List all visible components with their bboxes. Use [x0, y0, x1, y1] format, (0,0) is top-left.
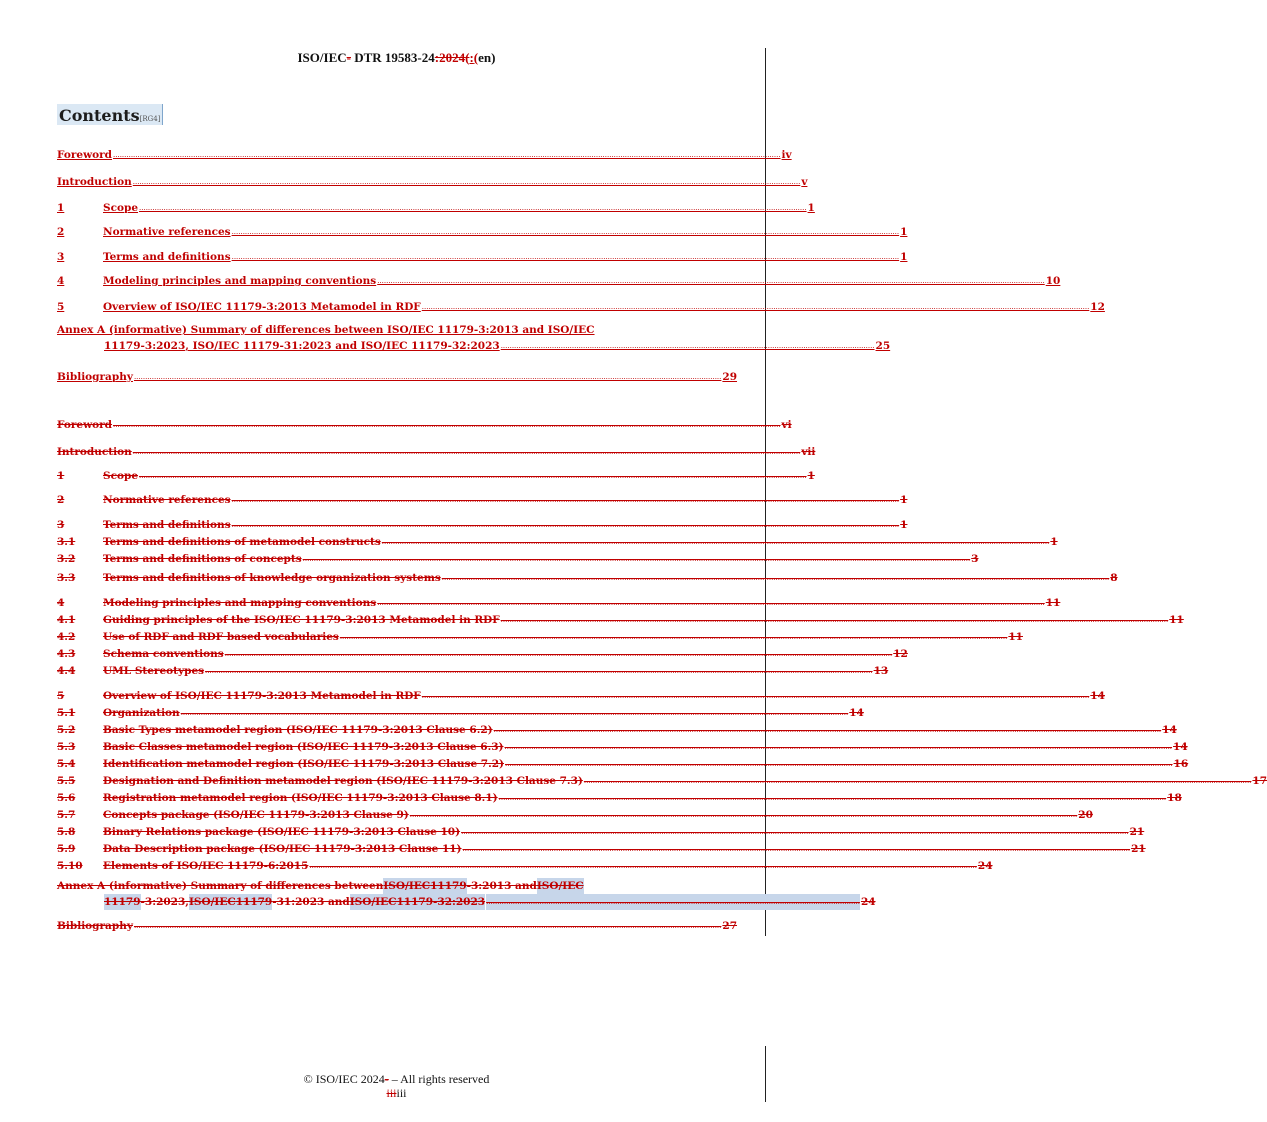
toc-entry[interactable] [57, 857, 993, 873]
page-footer [0, 1072, 793, 1100]
toc-page: 1 [900, 251, 908, 263]
toc-number: 1 [57, 202, 65, 214]
toc-page: 1 [900, 226, 908, 238]
toc-entry[interactable] [57, 806, 1093, 822]
toc-number: 5.9 [57, 843, 76, 855]
toc-title: Basic Classes metamodel region (ISO/IEC 11179-3:2013 Clause 6.3) [103, 741, 504, 753]
footer-deleted-hyphen: - [384, 1072, 389, 1086]
toc-title: UML Stereotypes [103, 665, 205, 677]
toc-entry[interactable] [57, 146, 792, 162]
toc-title: Modeling principles and mapping conventions [103, 275, 377, 287]
toc-entry[interactable] [57, 272, 1061, 288]
toc-leader-dots: ........................................................................................................................................................................................................................................................................ [133, 922, 722, 930]
toc-number: 5.4 [57, 758, 76, 770]
toc-number: 1 [57, 470, 65, 482]
toc-number: 4 [57, 597, 65, 609]
toc-page: 14 [849, 707, 864, 719]
toc-entry[interactable] [57, 738, 1188, 754]
toc-number: 5 [57, 690, 65, 702]
toc-entry[interactable] [57, 199, 815, 215]
toc-page: 11 [1008, 631, 1023, 643]
toc-number: 2 [57, 226, 65, 238]
annex-old-page: 24 [860, 896, 876, 908]
annex-old-highlight: 11179 [235, 896, 273, 908]
annex-old-highlight: ISO/IEC [188, 896, 236, 908]
toc-leader-dots: ............................................................................................................................................................................................................................................................................................................ [132, 178, 801, 186]
toc-title: Overview of ISO/IEC 11179-3:2013 Metamodel in RDF [103, 301, 421, 313]
toc-entry[interactable] [57, 416, 792, 432]
annex-title-line2: 11179-3:2023, ISO/IEC 11179-31:2023 and ISO/IEC 11179-32:2023 [104, 340, 500, 352]
annex-old-text: -31:2023 and [272, 896, 350, 908]
toc-page: 20 [1078, 809, 1093, 821]
header-deleted-hyphen: - [346, 50, 351, 65]
toc-leader-dots: ............................................................................................................................................................................................................................................................................................................ [339, 633, 1008, 641]
toc-number: 3 [57, 251, 65, 263]
toc-leader-dots: ............................................................................................................................................................................................................................................................................................................ [500, 616, 1169, 624]
toc-title: Overview of ISO/IEC 11179-3:2013 Metamodel in RDF [103, 690, 421, 702]
toc-entry[interactable] [57, 223, 908, 239]
footer-copyright: © ISO/IEC 2024 [303, 1072, 385, 1086]
toc-page: 8 [1110, 572, 1118, 584]
toc-entry[interactable] [57, 569, 1118, 585]
toc-leader-dots: ............................................................................................................................................................................................................................................................................................................ [421, 303, 1090, 311]
toc-leader-dots: ............................................................................................................................................................................................................................................................................................................ [421, 692, 1090, 700]
toc-entry[interactable] [57, 662, 889, 678]
header-doc-prefix: ISO/IEC [297, 50, 347, 65]
toc-leader-dots: ............................................................................................................................................................................................................................................................................................................ [377, 599, 1045, 607]
toc-page: vi [781, 419, 792, 431]
toc-entry[interactable] [57, 443, 816, 459]
toc-title: Data Description package (ISO/IEC 11179-3:2013 Clause 11) [103, 843, 462, 855]
contents-heading [57, 104, 163, 125]
toc-entry[interactable] [57, 491, 908, 507]
toc-entry[interactable] [57, 704, 864, 720]
toc-title: Terms and definitions of concepts [103, 553, 302, 565]
toc-number: 3 [57, 519, 65, 531]
toc-title: Terms and definitions of knowledge organization systems [103, 572, 441, 584]
toc-entry[interactable] [57, 789, 1182, 805]
header-doc-number: DTR 19583-24 [350, 50, 435, 65]
annex-old-highlight: ISO/IEC [536, 880, 584, 892]
toc-entry[interactable] [57, 823, 1145, 839]
toc-entry[interactable] [57, 755, 1189, 771]
toc-bibliography-inserted[interactable] [57, 368, 738, 384]
toc-entry[interactable] [57, 721, 1177, 737]
annex-page: 25 [875, 340, 891, 352]
toc-entry[interactable] [57, 840, 1146, 856]
toc-number: 5.5 [57, 775, 76, 787]
toc-title: Binary Relations package (ISO/IEC 11179-3:2013 Clause 10) [103, 826, 461, 838]
toc-leader-dots: ............................................................................................................................................................................................................................................................................................................ [309, 862, 977, 870]
toc-page: 1 [1050, 536, 1058, 548]
toc-page: 1 [900, 494, 908, 506]
toc-leader-dots: ............................................................................................................................................................................................................................................................................................................ [231, 253, 900, 261]
toc-entry[interactable] [57, 550, 979, 566]
toc-entry[interactable] [57, 533, 1058, 549]
annex-old-highlight: 11179 [430, 880, 467, 892]
header-language: en) [478, 50, 496, 65]
footer-page-old: iii [386, 1086, 397, 1100]
toc-entry[interactable] [57, 467, 815, 483]
toc-title: Introduction [57, 176, 132, 188]
toc-leader-dots: ............................................................................................................................................................................................................................................................................................................ [113, 151, 781, 159]
toc-number: 4.1 [57, 614, 76, 626]
toc-bibliography-deleted[interactable] [57, 917, 738, 933]
toc-leader-dots: ............................................................................................................................................................................................................................................................................................................ [139, 472, 807, 480]
toc-leader-dots: ............................................................................................................................................................................................................................................................................................................ [377, 277, 1045, 285]
toc-page: 1 [807, 470, 815, 482]
toc-number: 5.10 [57, 860, 83, 872]
header-inserted-paren: ( [473, 50, 479, 65]
toc-leader-dots: ............................................................................................................................................................................................................................................................................................................ [583, 777, 1252, 785]
toc-number: 5.7 [57, 809, 76, 821]
toc-page: 13 [873, 665, 889, 677]
toc-title: Introduction [57, 446, 132, 458]
toc-leader-dots: ............................................................................................................................................................................................................................................................................................................ [498, 794, 1167, 802]
header-deleted-year: :2024 [434, 50, 466, 65]
toc-leader-dots: ............................................................................................................................................................................................................................................................................................................ [493, 726, 1162, 734]
toc-leader-dots: ............................................................................................................................................................................................................................................................................................................ [504, 743, 1173, 751]
toc-title: Identification metamodel region (ISO/IEC 11179-3:2013 Clause 7.2) [103, 758, 505, 770]
toc-page: 14 [1162, 724, 1177, 736]
toc-page: iv [781, 149, 792, 161]
toc-page: 29 [722, 371, 738, 383]
toc-title: Registration metamodel region (ISO/IEC 11179-3:2013 Clause 8.1) [103, 792, 498, 804]
toc-number: 5.8 [57, 826, 76, 838]
annex-old-text: -3:2023, [140, 896, 189, 908]
toc-number: 4 [57, 275, 65, 287]
toc-number: 3.1 [57, 536, 76, 548]
annex-old-highlight: 11179 [104, 896, 141, 908]
toc-title: Use of RDF and RDF based vocabularies [103, 631, 339, 643]
toc-entry[interactable] [57, 173, 808, 189]
toc-page: 16 [1173, 758, 1189, 770]
toc-leader-dots: ........................................................................................................................................................................ [500, 342, 875, 350]
toc-number: 5.3 [57, 741, 76, 753]
toc-page: 11 [1045, 597, 1061, 609]
toc-leader-dots: ........................................................................................................................................................................ [486, 894, 860, 910]
toc-number: 4.3 [57, 648, 76, 660]
toc-page: 1 [900, 519, 908, 531]
toc-leader-dots: ............................................................................................................................................................................................................................................................................................................ [205, 667, 873, 675]
toc-page: 24 [977, 860, 993, 872]
toc-number: 3.2 [57, 553, 76, 565]
toc-title: Concepts package (ISO/IEC 11179-3:2013 Clause 9) [103, 809, 409, 821]
toc-leader-dots: ............................................................................................................................................................................................................................................................................................................ [409, 811, 1078, 819]
toc-leader-dots: ............................................................................................................................................................................................................................................................................................................ [231, 521, 900, 529]
toc-entry[interactable] [57, 248, 908, 264]
toc-leader-dots: ........................................................................................................................................................................................................................................................................ [133, 373, 722, 381]
header-deleted-paren: ( [465, 50, 470, 65]
toc-page: 11 [1169, 614, 1184, 626]
toc-title: Foreword [57, 149, 113, 161]
toc-leader-dots: ............................................................................................................................................................................................................................................................................................................ [113, 421, 781, 429]
toc-title: Bibliography [57, 920, 133, 932]
toc-number: 5.6 [57, 792, 76, 804]
toc-entry[interactable] [57, 772, 1267, 788]
toc-entry[interactable] [57, 594, 1061, 610]
toc-title: Elements of ISO/IEC 11179-6:2015 [103, 860, 309, 872]
toc-title: Bibliography [57, 371, 133, 383]
toc-page: 12 [893, 648, 908, 660]
toc-number: 5.2 [57, 724, 76, 736]
toc-page: 14 [1173, 741, 1188, 753]
toc-page: 3 [971, 553, 979, 565]
toc-number: 4.2 [57, 631, 76, 643]
toc-title: Terms and definitions [103, 251, 231, 263]
toc-leader-dots: ............................................................................................................................................................................................................................................................................................................ [381, 538, 1050, 546]
toc-leader-dots: ............................................................................................................................................................................................................................................................................................................ [462, 845, 1131, 853]
toc-title: Terms and definitions of metamodel constructs [103, 536, 381, 548]
toc-title: Guiding principles of the ISO/IEC 11179-3:2013 Metamodel in RDF [103, 614, 500, 626]
toc-page: v [801, 176, 808, 188]
toc-title: Scope [103, 202, 139, 214]
annex-old-highlight: 11179 [396, 896, 434, 908]
toc-entry[interactable] [57, 298, 1105, 314]
toc-page: 10 [1045, 275, 1061, 287]
toc-page: 27 [722, 920, 738, 932]
toc-annex-deleted[interactable] [57, 878, 876, 910]
toc-page: 14 [1090, 690, 1105, 702]
toc-leader-dots: ............................................................................................................................................................................................................................................................................................................ [224, 650, 893, 658]
annex-title-line1: Annex A (informative) Summary of differences between ISO/IEC 11179-3:2013 and ISO/IEC [57, 324, 595, 336]
toc-page: 21 [1129, 826, 1145, 838]
comment-marker[interactable]: [RG4] [139, 115, 161, 123]
annex-old-text: Annex A (informative) Summary of differences between [57, 880, 384, 892]
annex-old-highlight: ISO/IEC [349, 896, 397, 908]
contents-title: Contents [59, 106, 140, 125]
toc-number: 5.1 [57, 707, 76, 719]
page-header [0, 50, 793, 66]
toc-number: 4.4 [57, 665, 76, 677]
toc-leader-dots: ............................................................................................................................................................................................................................................................................................................ [441, 574, 1110, 582]
toc-page: 1 [807, 202, 815, 214]
toc-page: 17 [1252, 775, 1267, 787]
toc-title: Modeling principles and mapping conventions [103, 597, 377, 609]
toc-leader-dots: ............................................................................................................................................................................................................................................................................................................ [132, 448, 801, 456]
toc-leader-dots: ............................................................................................................................................................................................................................................................................................................ [505, 760, 1173, 768]
toc-number: 5 [57, 301, 65, 313]
toc-entry[interactable] [57, 611, 1184, 627]
toc-entry[interactable] [57, 628, 1023, 644]
toc-leader-dots: ............................................................................................................................................................................................................................................................................................................ [180, 709, 849, 717]
toc-leader-dots: ............................................................................................................................................................................................................................................................................................................ [461, 828, 1129, 836]
footer-page-new: iii [396, 1086, 407, 1100]
toc-title: Normative references [103, 226, 231, 238]
toc-leader-dots: ............................................................................................................................................................................................................................................................................................................ [139, 204, 807, 212]
toc-leader-dots: ............................................................................................................................................................................................................................................................................................................ [231, 496, 900, 504]
toc-leader-dots: ............................................................................................................................................................................................................................................................................................................ [231, 228, 900, 236]
toc-page: 21 [1131, 843, 1146, 855]
toc-title: Basic Types metamodel region (ISO/IEC 11179-3:2013 Clause 6.2) [103, 724, 493, 736]
toc-entry[interactable] [57, 687, 1105, 703]
toc-title: Normative references [103, 494, 231, 506]
toc-number: 3.3 [57, 572, 76, 584]
toc-annex-inserted[interactable] [57, 322, 891, 354]
header-inserted-colon: : [469, 50, 474, 65]
toc-title: Foreword [57, 419, 113, 431]
toc-title: Schema conventions [103, 648, 224, 660]
toc-title: Terms and definitions [103, 519, 231, 531]
footer-rights: – All rights reserved [388, 1072, 490, 1086]
annex-old-text: -3:2013 and [466, 880, 537, 892]
toc-title: Scope [103, 470, 139, 482]
annex-old-highlight: -32:2023 [433, 896, 486, 908]
toc-leader-dots: ............................................................................................................................................................................................................................................................................................................ [302, 555, 971, 563]
toc-page: 18 [1167, 792, 1182, 804]
toc-title: Designation and Definition metamodel region (ISO/IEC 11179-3:2013 Clause 7.3) [103, 775, 583, 787]
toc-number: 2 [57, 494, 65, 506]
toc-page: vii [801, 446, 816, 458]
annex-old-highlight: ISO/IEC [383, 880, 431, 892]
toc-title: Organization [103, 707, 180, 719]
toc-page: 12 [1090, 301, 1105, 313]
toc-entry[interactable] [57, 516, 908, 532]
toc-entry[interactable] [57, 645, 908, 661]
